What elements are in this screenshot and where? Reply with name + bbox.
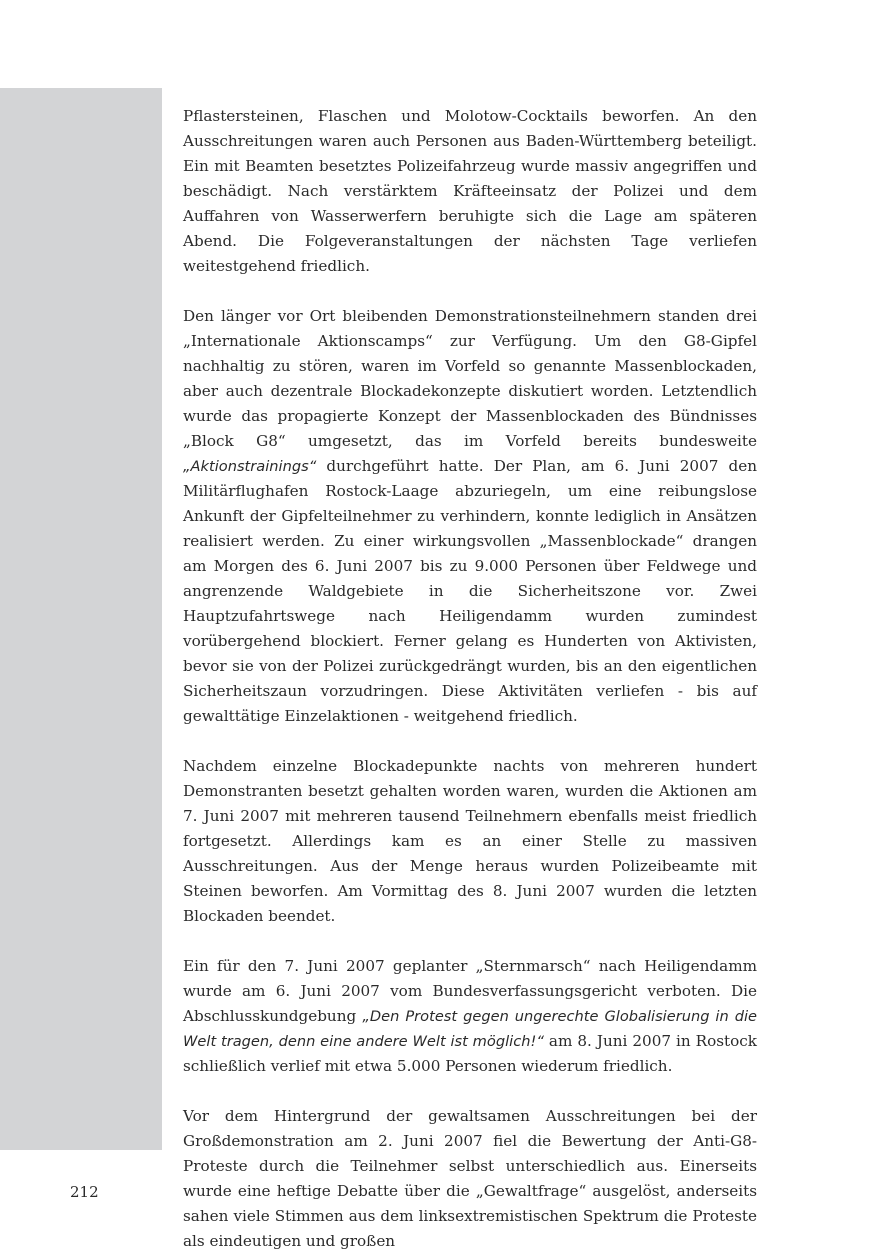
paragraph-1: Pflastersteinen, Flaschen und Molotow-Cocktails beworfen. An den Ausschreitungen waren auch Personen aus Baden-Württemberg beteiligt. Ein mit Beamten besetztes Polizeifahrzeug wurde massiv angegriffen und beschädigt. Nach verstärktem Kräfteeinsatz der Polizei und dem Auffahren von Wasserwerfern beruhigte sich die Lage am späteren Abend. Die Folgeveranstaltungen der nächsten Tage verliefen weitestgehend friedlich. <box>183 107 757 275</box>
paragraph-2-part-1: Den länger vor Ort bleibenden Demonstrationsteilnehmern standen drei „Internationale Aktionscamps“ zur Verfügung. Um den G8-Gipfel nachhaltig zu stören, waren im Vorfeld so genannte Massenblockaden, aber auch dezentrale Blockadekonzepte diskutiert worden. Letztendlich wurde das propagierte Konzept der Massenblockaden des Bündnisses „Block G8“ umgesetzt, das im Vorfeld bereits bundesweite <box>183 307 757 450</box>
paragraph-2-italic-term: „Aktionstrainings“ <box>183 458 317 475</box>
paragraph-4-part-2: am 8. Juni 2007 in Rostock schließlich verlief mit etwa 5.000 Personen wiederum friedlich. <box>183 1032 757 1075</box>
page-number: 212 <box>70 1183 99 1201</box>
paragraph-3: Nachdem einzelne Blockadepunkte nachts von mehreren hundert Demonstranten besetzt gehalten worden waren, wurden die Aktionen am 7. Juni 2007 mit mehreren tausend Teilnehmern ebenfalls meist friedlich fortgesetzt. Allerdings kam es an einer Stelle zu massiven Ausschreitungen. Aus der Menge heraus wurden Polizeibeamte mit Steinen beworfen. Am Vormittag des 8. Juni 2007 wurden die letzten Blockaden beendet. <box>183 757 757 925</box>
paragraph-4 <box>183 954 757 1079</box>
paragraph-2-part-2: durchgeführt hatte. Der Plan, am 6. Juni 2007 den Militärflughafen Rostock-Laage abzuriegeln, um eine reibungslose Ankunft der Gipfelteilnehmer zu verhindern, konnte lediglich in Ansätzen realisiert werden. Zu einer wirkungsvollen „Massenblockade“ drangen am Morgen des 6. Juni 2007 bis zu 9.000 Personen über Feldwege und angrenzende Waldgebiete in die Sicherheitszone vor. Zwei Hauptzufahrtswege nach Heiligendamm wurden zumindest vorübergehend blockiert. Ferner gelang es Hunderten von Aktivisten, bevor sie von der Polizei zurückgedrängt wurden, bis an den eigentlichen Sicherheitszaun vorzudringen. Diese Aktivitäten verliefen - bis auf gewalttätige Einzelaktionen - weitgehend friedlich. <box>183 457 757 725</box>
paragraph-4-part-1: Ein für den 7. Juni 2007 geplanter „Sternmarsch“ nach Heiligendamm wurde am 6. Juni 2007 vom Bundesverfassungsgericht verboten. Die Abschlusskundgebung <box>183 957 757 1025</box>
margin-side-band <box>0 88 162 1150</box>
paragraph-5: Vor dem Hintergrund der gewaltsamen Ausschreitungen bei der Großdemonstration am 2. Juni 2007 fiel die Bewertung der Anti-G8-Proteste durch die Teilnehmer selbst unterschiedlich aus. Einerseits wurde eine heftige Debatte über die „Gewaltfrage“ ausgelöst, anderseits sahen viele Stimmen aus dem linksextremistischen Spektrum die Proteste als eindeutigen und großen <box>183 1107 757 1250</box>
body-text <box>183 104 757 1254</box>
paragraph-2 <box>183 304 757 729</box>
paragraph-4-italic-slogan: „Den Protest gegen ungerechte Globalisierung in die Welt tragen, denn eine andere Welt ist möglich!“ <box>183 1008 758 1050</box>
